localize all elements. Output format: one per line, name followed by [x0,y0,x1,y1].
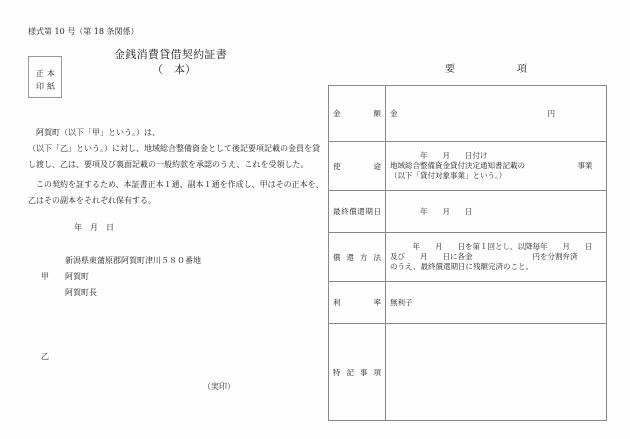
row-label: 最終償還期日 [329,191,386,233]
row-value [386,324,607,421]
repay-line-1: 年 月 日を第１回とし、以降毎年 月 日 [390,242,593,251]
row-value [386,86,607,142]
table-row-final-repayment-date [329,191,607,233]
party-a-title: 阿賀町長 [65,288,97,297]
repay-line-2: 及び 月 日に各金 円を分割弁済 [390,252,578,261]
repay-line-3: のうえ、最終償還期日に残額完済のこと。 [390,262,533,271]
body-paragraph-5: 乙はその副本をそれぞれ保有する。 [28,196,156,205]
stamp-label-row1: 正本 [36,69,58,78]
contract-date: 年 月 日 [74,223,114,232]
row-value [386,282,607,324]
party-a-label: 甲 [41,272,49,281]
final-date-line: 年 月 日 [390,206,473,216]
table-row-special-notes [329,324,607,421]
requirements-heading: 要 項 [445,64,553,75]
table-row-repayment-method [329,233,607,282]
requirements-table [328,85,607,421]
row-label: 金 額 [329,86,386,142]
purpose-line-1: 年 月 日付け [390,151,488,160]
row-label: 償還方法 [329,233,386,282]
seal-note: （実印） [203,382,235,391]
row-value [386,142,607,191]
document-subtitle: （ 本） [152,63,196,76]
row-value [386,191,607,233]
document-title: 金銭消費貸借契約証書 [114,48,227,61]
body-paragraph-4: この契約を証するため、本証書正本１通、副本１通を作成し、甲はその正本を、 [36,180,324,189]
purpose-line-3: （以下「貸付対象事業」という。） [390,171,507,180]
table-row-amount [329,86,607,142]
body-paragraph-3: し渡し、乙は、要項及び裏面記載の一般約款を承認のうえ、これを受領した。 [28,160,309,169]
table-row-interest-rate [329,282,607,324]
body-paragraph-2: （以下「乙」という。）に対し、地域総合整備資金として後記要項記載の金員を貸 [28,144,320,153]
party-b-label: 乙 [41,352,49,361]
amount-line: 金 円 [390,108,555,118]
party-a-name: 阿賀町 [65,272,89,281]
row-label: 特記事項 [329,324,386,421]
row-label: 使 途 [329,142,386,191]
rate-line: 無利子 [390,297,413,307]
stamp-label-row2: 印紙 [36,82,58,91]
form-number: 様式第 10 号（第 18 条関係） [28,27,139,36]
purpose-line-2: 地域総合整備資金貸付決定通知書記載の 事業 [390,161,593,170]
table-row-purpose [329,142,607,191]
revenue-stamp-box [28,56,62,98]
body-paragraph-1: 阿賀町（以下「甲」という。）は、 [36,128,160,137]
party-a-address: 新潟県東蒲原郡阿賀町津川５８０番地 [65,256,201,265]
row-label: 利 率 [329,282,386,324]
row-value [386,233,607,282]
